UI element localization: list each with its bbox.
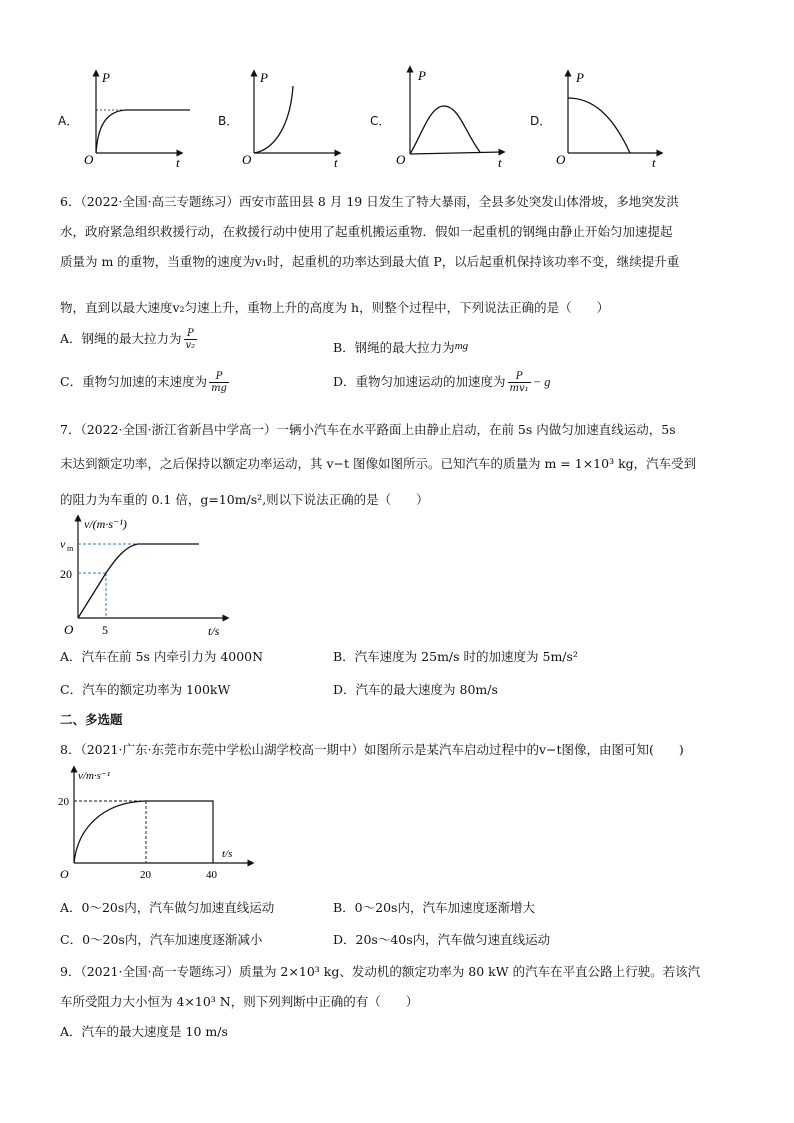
q6-option-d-fraction bbox=[508, 371, 531, 394]
q5a-origin-label: O bbox=[84, 152, 94, 167]
q9-option-a[interactable]: A．汽车的最大速度是 10 m/s bbox=[60, 1024, 228, 1039]
q6-option-b-text: B．钢绳的最大拉力为 bbox=[333, 340, 455, 355]
q6-option-b-value: mg bbox=[454, 340, 469, 352]
q6-d-denominator: mv₁ bbox=[509, 383, 529, 394]
q6-a-denominator: v₂ bbox=[185, 340, 196, 351]
q8-ylabel: v/m·s⁻¹ bbox=[78, 770, 111, 782]
q5-option-c-label[interactable]: C． bbox=[370, 114, 391, 128]
q6-option-a-fraction bbox=[184, 328, 198, 351]
q7-y20-label: 20 bbox=[60, 567, 72, 581]
q5-graph-b bbox=[238, 68, 348, 168]
q6-option-a-text: A．钢绳的最大拉力为 bbox=[60, 331, 182, 346]
q6-option-d-text: D．重物匀加速运动的加速度为 bbox=[333, 374, 506, 389]
q7-option-a[interactable]: A．汽车在前 5s 内牵引力为 4000N bbox=[60, 649, 264, 664]
q5d-origin-label: O bbox=[556, 152, 566, 167]
q8-origin-label: O bbox=[60, 867, 69, 881]
q6-option-d-tail: − g bbox=[532, 375, 551, 389]
q6-option-a[interactable] bbox=[60, 328, 199, 351]
q8-option-b[interactable]: B．0～20s内，汽车加速度逐渐增大 bbox=[333, 900, 535, 915]
q5a-p-label: P bbox=[102, 70, 110, 85]
q5b-curve bbox=[254, 86, 293, 153]
q5-options-row bbox=[0, 60, 794, 170]
q7-option-b[interactable]: B．汽车速度为 25m/s 时的加速度为 5m/s² bbox=[333, 649, 578, 664]
q5c-origin-label: O bbox=[396, 152, 406, 167]
q7-origin-label: O bbox=[64, 622, 74, 637]
q7-ylabel: v/(m·s⁻¹) bbox=[84, 517, 127, 531]
q5-graph-d bbox=[552, 68, 667, 168]
q7-x5-label: 5 bbox=[102, 623, 108, 637]
q6-a-numerator: P bbox=[184, 328, 198, 340]
q5-option-d-label[interactable]: D． bbox=[530, 114, 552, 128]
q5b-p-label: P bbox=[260, 70, 268, 85]
q7-stem-line3: 的阻力为车重的 0.1 倍，g=10m/s²,则以下说法正确的是（ ） bbox=[60, 492, 429, 507]
q8-option-d[interactable]: D．20s～40s内，汽车做匀速直线运动 bbox=[333, 932, 551, 947]
q6-stem-line2: 水，政府紧急组织救援行动，在救援行动中使用了起重机搬运重物．假如一起重机的钢绳由静止开始匀加速提起 bbox=[60, 224, 673, 239]
q8-vt-graph bbox=[56, 765, 256, 885]
q5c-p-label: P bbox=[418, 68, 426, 83]
q6-stem-line3: 质量为 m 的重物，当重物的速度为v₁时，起重机的功率达到最大值 P，以后起重机保持该功率不变，继续提升重 bbox=[60, 254, 680, 269]
q7-stem-line1: 7．（2022·全国·浙江省新昌中学高一）一辆小汽车在水平路面上由静止启动，在前 5s 内做匀加速直线运动，5s bbox=[60, 422, 676, 437]
q5-option-b-label[interactable]: B． bbox=[218, 114, 239, 128]
q8-option-c[interactable]: C．0～20s内，汽车加速度逐渐减小 bbox=[60, 932, 263, 947]
q5-graph-c bbox=[394, 64, 509, 168]
q5d-p-label: P bbox=[576, 70, 584, 85]
q5b-origin-label: O bbox=[242, 152, 252, 167]
q7-option-c[interactable]: C．汽车的额定功率为 100kW bbox=[60, 682, 231, 697]
q7-stem-line2: 末达到额定功率，之后保持以额定功率运动，其 v−t 图像如图所示。已知汽车的质量为 m = 1×10³ kg，汽车受到 bbox=[60, 456, 697, 471]
q6-d-numerator: P bbox=[508, 371, 531, 383]
q9-stem-line1: 9．（2021·全国·高一专题练习）质量为 2×10³ kg、发动机的额定功率为 80 kW 的汽车在平直公路上行驶。若该汽 bbox=[60, 964, 701, 979]
q7-vt-curve bbox=[78, 544, 199, 618]
q6-stem-line1: 6．（2022·全国·高三专题练习）西安市蓝田县 8 月 19 日发生了特大暴雨，全县多处突发山体滑坡，多地突发洪 bbox=[60, 194, 679, 209]
q8-vt-curve bbox=[74, 801, 213, 863]
q5d-t-label: t bbox=[652, 155, 656, 168]
q6-option-c[interactable] bbox=[60, 371, 231, 394]
q5a-t-label: t bbox=[176, 155, 180, 168]
q6-option-b[interactable] bbox=[333, 338, 468, 356]
q5-graph-a bbox=[80, 68, 190, 168]
q7-vm-sub: m bbox=[67, 544, 74, 553]
q8-stem-line1: 8．（2021·广东·东莞市东莞中学松山湖学校高一期中）如图所示是某汽车启动过程中的v−t图像，由图可知( ) bbox=[60, 742, 684, 757]
q5a-curve bbox=[96, 110, 190, 153]
q7-option-d[interactable]: D．汽车的最大速度为 80m/s bbox=[333, 682, 498, 697]
q5c-t-label: t bbox=[498, 155, 502, 168]
q8-y20-label: 20 bbox=[58, 796, 69, 808]
q6-option-c-text: C．重物匀加速的末速度为 bbox=[60, 374, 208, 389]
q5d-curve bbox=[568, 98, 630, 153]
q9-stem-line2: 车所受阻力大小恒为 4×10³ N，则下列判断中正确的有（ ） bbox=[60, 994, 419, 1009]
section-heading-multi-choice: 二、多选题 bbox=[60, 712, 123, 727]
q6-option-d[interactable] bbox=[333, 371, 550, 394]
q8-x20-label: 20 bbox=[140, 869, 151, 881]
q5c-curve bbox=[410, 106, 480, 154]
q8-x40-label: 40 bbox=[206, 869, 217, 881]
q6-option-c-fraction bbox=[209, 371, 229, 394]
q5-option-a-label[interactable]: A． bbox=[58, 114, 79, 128]
q6-c-numerator: P bbox=[209, 371, 229, 383]
q6-c-denominator: mg bbox=[211, 383, 227, 394]
q6-stem-line4: 物，直到以最大速度v₂匀速上升，重物上升的高度为 h，则整个过程中，下列说法正确的是（ ） bbox=[60, 300, 610, 315]
q7-vm-label: v bbox=[60, 537, 66, 551]
q5c-x-axis bbox=[410, 152, 502, 154]
q8-option-a[interactable]: A．0～20s内，汽车做匀加速直线运动 bbox=[60, 900, 275, 915]
q7-vt-graph bbox=[58, 514, 238, 642]
q8-xlabel: t/s bbox=[222, 848, 233, 860]
q7-xlabel: t/s bbox=[208, 624, 220, 638]
q5b-t-label: t bbox=[334, 155, 338, 168]
